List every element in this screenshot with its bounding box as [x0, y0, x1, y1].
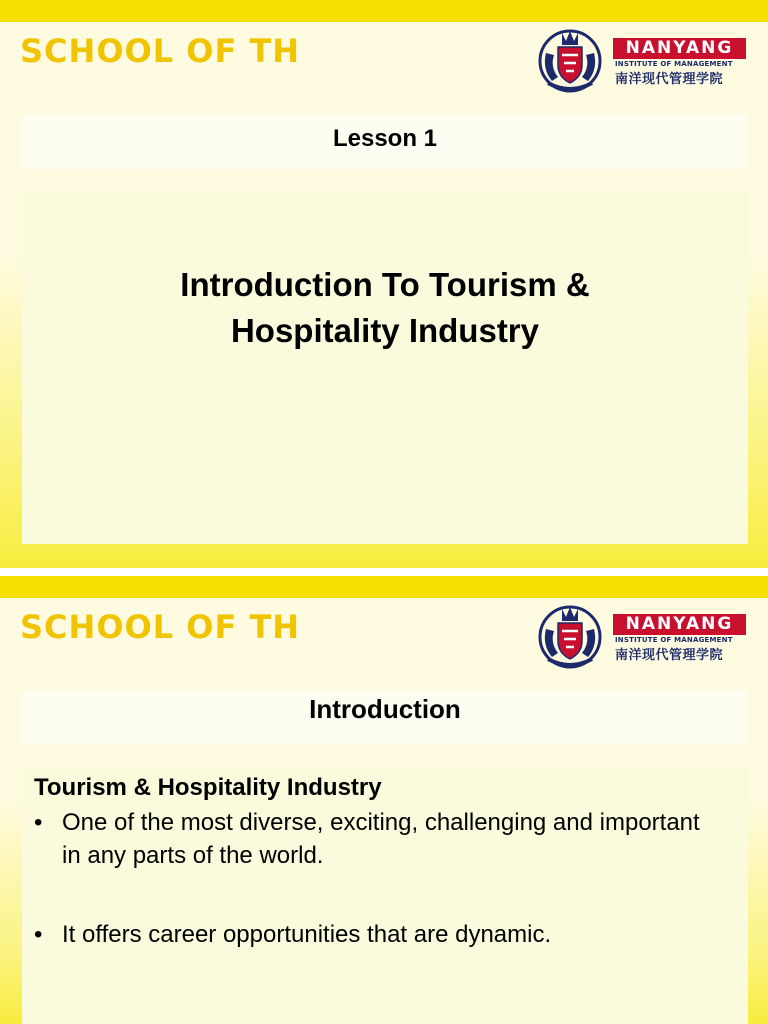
main-title-line-1: Introduction To Tourism & — [180, 266, 590, 303]
section-title: Introduction — [22, 690, 748, 744]
bullet-icon: • — [34, 921, 43, 948]
bullet-icon: • — [34, 809, 43, 836]
brand-chinese-name: 南洋现代管理学院 — [615, 72, 724, 87]
school-title: SCHOOL OF TH — [20, 608, 301, 646]
content-subheading: Tourism & Hospitality Industry — [34, 774, 382, 801]
top-bar — [0, 0, 768, 22]
main-title-line-2: Hospitality Industry — [230, 312, 540, 349]
slide-2 — [0, 576, 768, 1024]
title-box — [22, 190, 748, 544]
bullet-item — [34, 918, 714, 951]
bullet-text: One of the most diverse, exciting, challenging and important in any parts of the world. — [62, 809, 700, 869]
brand-chinese-name: 南洋现代管理学院 — [615, 648, 724, 663]
top-bar — [0, 576, 768, 598]
main-title — [22, 262, 748, 354]
brand-name: NANYANG — [613, 38, 746, 59]
bullet-text: It offers career opportunities that are dynamic. — [62, 921, 552, 948]
crest-icon — [536, 601, 604, 671]
bullet-item — [34, 806, 714, 872]
content-box — [22, 766, 748, 1024]
lesson-title: Lesson 1 — [22, 114, 748, 169]
brand-name: NANYANG — [613, 614, 746, 635]
brand-subtitle: INSTITUTE OF MANAGEMENT — [615, 60, 733, 68]
school-title: SCHOOL OF TH — [20, 32, 301, 70]
brand-subtitle: INSTITUTE OF MANAGEMENT — [615, 636, 733, 644]
crest-icon — [536, 25, 604, 95]
